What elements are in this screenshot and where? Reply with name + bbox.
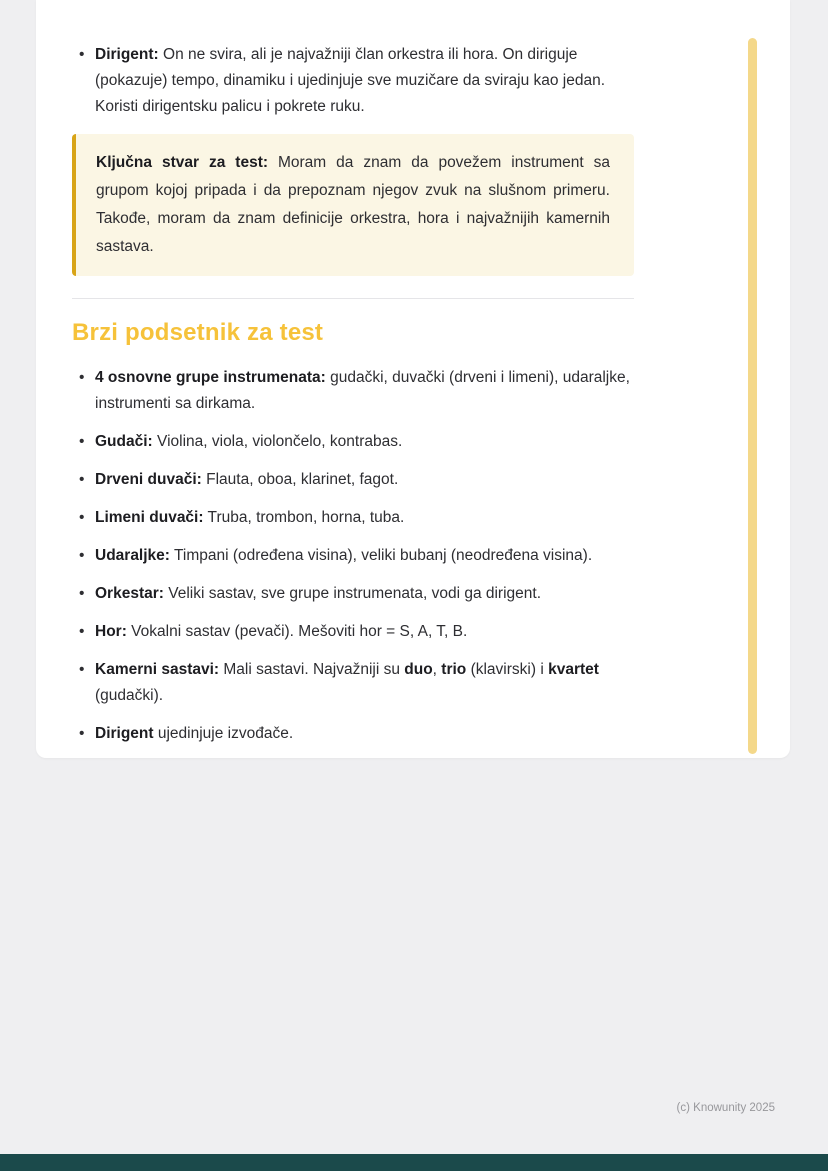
footer-credit: (c) Knowunity 2025 — [676, 1102, 775, 1114]
page-edge-accent — [748, 38, 757, 754]
list-item-text: Truba, trombon, horna, tuba. — [203, 509, 405, 526]
callout-body-text: Moram da znam da povežem instrument sa grupom kojoj pripada i da prepoznam njegov zvuk na slušnom primeru. Takođe, moram da znam definicije orkestra, hora i najvažnijih kamernih sastava. — [96, 154, 610, 255]
section-title: Brzi podsetnik za test — [72, 319, 324, 346]
document-page — [36, 0, 790, 758]
list-item — [72, 619, 634, 645]
intro-bullet-list — [72, 42, 634, 120]
document-content — [72, 0, 634, 759]
list-item-text: (klavirski) i — [466, 661, 549, 678]
list-item-bold-text: Limeni duvači: — [95, 509, 204, 526]
list-item-bold-text: Orkestar: — [95, 585, 164, 602]
list-item — [72, 365, 634, 417]
list-item-text: On ne svira, ali je najvažniji član orkestra ili hora. On diriguje (pokazuje) tempo, dinamiku i ujedinjuje sve muzičare da sviraju kao jedan. Koristi dirigentsku palicu i pokrete ruku. — [95, 46, 606, 115]
list-item-bold-text: kvartet — [548, 661, 599, 678]
list-item-bold-text: 4 osnovne grupe instrumenata: — [95, 369, 326, 386]
section-divider — [72, 298, 634, 299]
list-item — [72, 467, 634, 493]
list-item-text: Mali sastavi. Najvažniji su — [219, 661, 405, 678]
list-item — [72, 429, 634, 455]
list-item — [72, 721, 634, 747]
list-item-bold-text: Gudači: — [95, 433, 153, 450]
summary-bullet-list — [72, 365, 634, 747]
list-item-text: ujedinjuje izvođače. — [153, 725, 294, 742]
list-item-text: , — [432, 661, 442, 678]
list-item — [72, 42, 634, 120]
list-item-bold-text: trio — [441, 661, 467, 678]
list-item — [72, 657, 634, 709]
list-item-text: Flauta, oboa, klarinet, fagot. — [201, 471, 399, 488]
bottom-bar — [0, 1154, 828, 1171]
list-item-bold-text: Udaraljke: — [95, 547, 170, 564]
list-item — [72, 543, 634, 569]
callout-text — [96, 149, 610, 261]
list-item-text: Timpani (određena visina), veliki bubanj (neodređena visina). — [169, 547, 593, 564]
list-item-text: Violina, viola, violončelo, kontrabas. — [152, 433, 403, 450]
list-item-bold-text: Hor: — [95, 623, 127, 640]
list-item — [72, 581, 634, 607]
list-item-bold-text: Kamerni sastavi: — [95, 661, 220, 678]
list-item-bold-text: Dirigent: — [95, 46, 159, 63]
list-item-bold-text: duo — [404, 661, 433, 678]
list-item-text: (gudački). — [95, 687, 164, 704]
list-item-bold-text: Drveni duvači: — [95, 471, 202, 488]
list-item-bold-text: Dirigent — [95, 725, 154, 742]
key-point-callout — [72, 134, 634, 276]
list-item-text: Veliki sastav, sve grupe instrumenata, vodi ga dirigent. — [163, 585, 542, 602]
list-item-text: gudački, duvački (drveni i limeni), udaraljke, instrumenti sa dirkama. — [95, 369, 630, 412]
list-item — [72, 505, 634, 531]
list-item-text: Vokalni sastav (pevači). Mešoviti hor = S, A, T, B. — [126, 623, 468, 640]
callout-bold-text: Ključna stvar za test: — [96, 154, 269, 171]
